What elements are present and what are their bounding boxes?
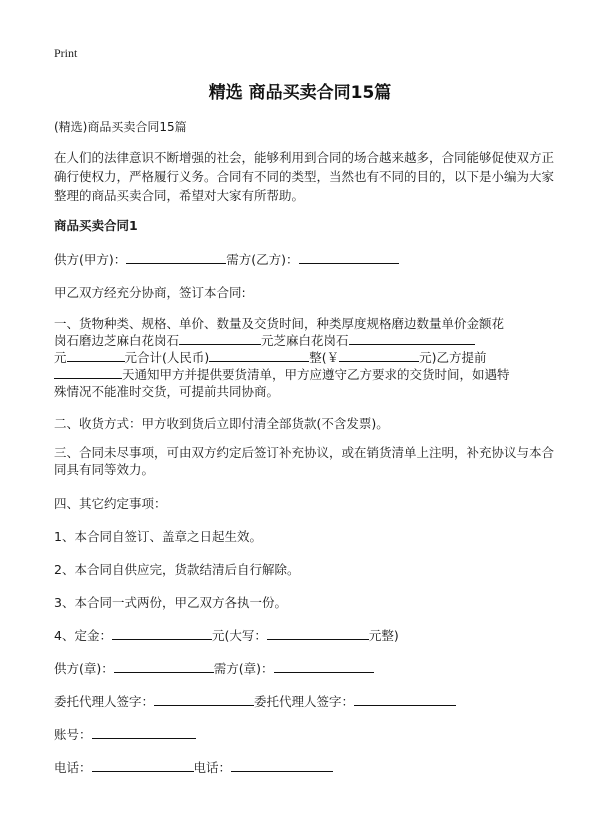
agent-line — [54, 692, 456, 710]
item1-blank-3[interactable] — [67, 348, 125, 362]
item1-line3-text-c: 整(￥ — [309, 350, 340, 365]
supplier-seal-label: 供方(章)： — [54, 661, 114, 676]
sub-item-2: 2、本合同自供应完，货款结清后自行解除。 — [54, 562, 300, 577]
buyer-seal-blank[interactable] — [274, 659, 374, 673]
item4-line: 四、其它约定事项： — [54, 496, 167, 511]
supplier-seal-blank[interactable] — [114, 659, 214, 673]
agent1-label: 委托代理人签字： — [54, 694, 155, 709]
sub-item-4 — [54, 626, 399, 644]
item1-line3 — [54, 348, 487, 366]
buyer-blank[interactable] — [299, 250, 399, 264]
section-heading: 商品买卖合同1 — [54, 218, 138, 233]
intro-paragraph: 在人们的法律意识不断增强的社会，能够利用到合同的场合越来越多，合同能够促使双方正确行使权力，严格履行义务。合同有不同的类型，当然也有不同的目的，以下是小编为大家整理的商品买卖合同，希望对大家有所帮助。 — [54, 150, 555, 203]
supplier-label: 供方(甲方)： — [54, 252, 127, 267]
sub-item-1: 1、本合同自签订、盖章之日起生效。 — [54, 529, 262, 544]
deposit-suffix: 元整) — [368, 628, 399, 643]
buyer-label: 需方(乙方)： — [226, 252, 299, 267]
item1-line3-text-b: 元合计(人民币) — [124, 350, 210, 365]
item3-paragraph: 三、合同未尽事项，可由双方约定后签订补充协议，或在销货清单上注明，补充协议与本合同具有同等效力。 — [54, 445, 555, 477]
deposit-capital-blank[interactable] — [267, 626, 369, 640]
item1-line5: 殊情况不能准时交货，可提前共同协商。 — [54, 384, 280, 399]
party-line — [54, 250, 399, 268]
agent2-blank[interactable] — [354, 692, 456, 706]
agent2-label: 委托代理人签字： — [254, 694, 355, 709]
supplier-blank[interactable] — [126, 250, 226, 264]
item1-blank-2[interactable] — [349, 331, 475, 345]
item1-line3-text-d: 元)乙方提前 — [419, 350, 487, 365]
account-label: 账号： — [54, 727, 92, 742]
phone1-blank[interactable] — [92, 758, 194, 772]
item1-blank-1[interactable] — [179, 331, 261, 345]
buyer-seal-label: 需方(章)： — [213, 661, 274, 676]
agreement-line: 甲乙双方经充分协商，签订本合同: — [54, 285, 246, 300]
item1-line1: 一、货物种类、规格、单价、数量及交货时间，种类厚度规格磨边数量单价金额花 — [54, 316, 505, 331]
item1-blank-4[interactable] — [209, 348, 309, 362]
item1-line2-text-a: 岗石磨边芝麻白花岗石 — [54, 333, 180, 348]
deposit-blank[interactable] — [112, 626, 212, 640]
item1-blank-6[interactable] — [54, 365, 122, 379]
account-line — [54, 725, 196, 743]
item1-line2 — [54, 331, 475, 349]
sub-item-3: 3、本合同一式两份，甲乙双方各执一份。 — [54, 595, 287, 610]
item1-line4 — [54, 365, 510, 383]
seal-line — [54, 659, 374, 677]
account-blank[interactable] — [92, 725, 196, 739]
item1-line4-text: 天通知甲方并提供要货清单，甲方应遵守乙方要求的交货时间，如遇特 — [122, 367, 510, 382]
phone2-label: 电话： — [193, 760, 232, 775]
deposit-capital-label: 元(大写： — [211, 628, 267, 643]
item1-line2-text-b: 元芝麻白花岗石 — [261, 333, 349, 348]
agent1-blank[interactable] — [154, 692, 254, 706]
item1-line3-text-a: 元 — [54, 350, 67, 365]
item1-blank-5[interactable] — [339, 348, 419, 362]
print-link[interactable]: Print — [54, 46, 78, 60]
deposit-label: 4、定金： — [54, 628, 112, 643]
item2-line: 二、收货方式：甲方收到货后立即付清全部货款(不含发票)。 — [54, 416, 389, 431]
phone-line — [54, 758, 333, 776]
page-title: 精选 商品买卖合同15篇 — [208, 83, 392, 103]
phone2-blank[interactable] — [231, 758, 333, 772]
document-subtitle: (精选)商品买卖合同15篇 — [54, 120, 187, 134]
phone1-label: 电话： — [54, 760, 92, 775]
